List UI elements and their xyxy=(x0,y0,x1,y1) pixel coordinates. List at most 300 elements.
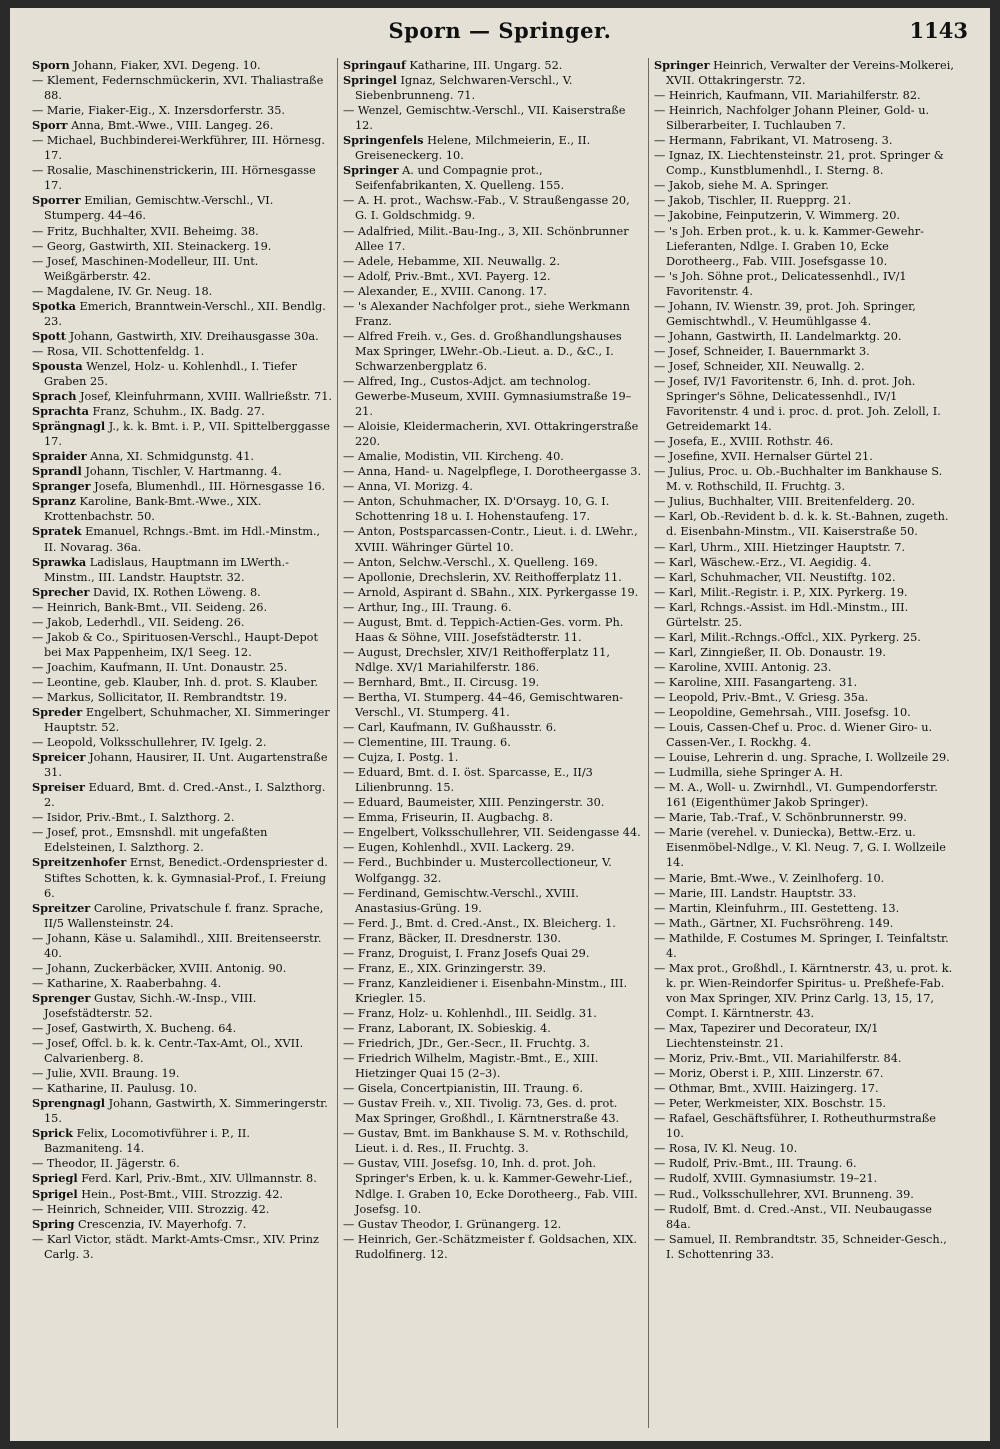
entry-surname: Sprigel xyxy=(32,1186,78,1201)
entry-text: Ferd. Karl, Priv.-Bmt., XIV. Ullmannstr. 8. xyxy=(77,1172,317,1186)
entry-surname: Sprengnagl xyxy=(32,1096,106,1111)
directory-entry xyxy=(32,224,332,239)
directory-entry xyxy=(343,840,643,855)
entry-text: Ernst, Benedict.-Ordenspriester d. Stiftes Schotten, k. k. Gymnasial-Prof., I. Freiung 6. xyxy=(44,856,328,900)
page-header xyxy=(10,18,990,52)
entry-text: — Leopoldine, Gemehrsah., VIII. Josefsg. 10. xyxy=(654,706,911,720)
directory-entry xyxy=(343,419,643,449)
directory-entry xyxy=(654,449,954,464)
entry-text: — Gustav, VIII. Josefsg. 10, Inh. d. prot. Joh. Springer's Erben, k. u. k. Kammer-Gewehr-Lief., Ndlge. I. Graben 10, Ecke Dorotheerg., Fab. VIII. Josefsg. 10. xyxy=(343,1157,638,1216)
entry-text: — Ferd., Buchbinder u. Mustercollectioneur, V. Wolfgangg. 32. xyxy=(343,856,612,885)
directory-entry xyxy=(654,645,954,660)
directory-entry xyxy=(343,1156,643,1216)
directory-entry xyxy=(343,570,643,585)
entry-text: Crescenzia, IV. Mayerhofg. 7. xyxy=(74,1217,247,1231)
directory-entry xyxy=(343,1036,643,1051)
directory-entry xyxy=(32,660,332,675)
entry-text: — Karl, Wäschew.-Erz., VI. Aegidig. 4. xyxy=(654,555,872,569)
entry-text: — Ferd. J., Bmt. d. Cred.-Anst., IX. Bleicherg. 1. xyxy=(343,916,616,930)
directory-entry xyxy=(32,58,332,73)
directory-entry xyxy=(654,901,954,916)
entry-text: — Franz, Bäcker, II. Dresdnerstr. 130. xyxy=(343,931,561,945)
directory-entry xyxy=(343,1232,643,1262)
directory-entry xyxy=(654,193,954,208)
entry-text: Wenzel, Holz- u. Kohlenhdl., I. Tiefer Graben 25. xyxy=(44,359,297,388)
directory-entry xyxy=(654,780,954,810)
directory-entry xyxy=(343,810,643,825)
directory-entry xyxy=(32,479,332,494)
directory-entry xyxy=(343,73,643,103)
entry-text: — Josefine, XVII. Hernalser Gürtel 21. xyxy=(654,450,873,464)
directory-entry xyxy=(32,976,332,991)
directory-entry xyxy=(32,810,332,825)
entry-text: — Wenzel, Gemischtw.-Verschl., VII. Kaiserstraße 12. xyxy=(343,104,626,133)
directory-entry xyxy=(654,133,954,148)
entry-surname: Sporrer xyxy=(32,193,81,208)
directory-entry xyxy=(654,931,954,961)
directory-entry xyxy=(343,103,643,133)
directory-entry xyxy=(32,329,332,344)
entry-text: Ignaz, Selchwaren-Verschl., V. Siebenbrunneng. 71. xyxy=(355,74,573,103)
directory-entry xyxy=(32,193,332,223)
entry-text: — August, Bmt. d. Teppich-Actien-Ges. vorm. Ph. Haas & Söhne, VIII. Josefstädterstr. 11. xyxy=(343,615,624,644)
entry-text: — Johann, IV. Wienstr. 39, prot. Joh. Springer, Gemischtwhdl., V. Heumühlgasse 4. xyxy=(654,299,916,328)
directory-entry xyxy=(343,374,643,419)
entry-text: — Karoline, XIII. Fasangarteng. 31. xyxy=(654,675,858,689)
entry-text: — 's Joh. Söhne prot., Delicatessenhdl., IV/1 Favoritenstr. 4. xyxy=(654,269,907,298)
directory-entry xyxy=(654,88,954,103)
entry-text: — Anton, Selchw.-Verschl., X. Quelleng. 169. xyxy=(343,555,598,569)
directory-entry xyxy=(32,1202,332,1217)
directory-entry xyxy=(654,961,954,1021)
entry-text: — Jakob, Tischler, II. Ruepprg. 21. xyxy=(654,194,852,208)
column-2 xyxy=(343,58,643,1428)
directory-entry xyxy=(654,329,954,344)
directory-entry xyxy=(343,1081,643,1096)
entry-text: — Heinrich, Nachfolger Johann Pleiner, Gold- u. Silberarbeiter, I. Tuchlauben 7. xyxy=(654,104,930,133)
directory-entry xyxy=(343,615,643,645)
entry-text: — Math., Gärtner, XI. Fuchsröhreng. 149. xyxy=(654,916,894,930)
entry-text: — Alexander, E., XVIII. Canong. 17. xyxy=(343,284,547,298)
entry-text: — Rafael, Geschäftsführer, I. Rotheuthurmstraße 10. xyxy=(654,1112,936,1141)
entry-text: — Karl, Uhrm., XIII. Hietzinger Hauptstr. 7. xyxy=(654,540,906,554)
entry-text: — Joachim, Kaufmann, II. Unt. Donaustr. 25. xyxy=(32,660,288,674)
directory-entry xyxy=(654,1051,954,1066)
directory-entry xyxy=(343,735,643,750)
entry-text: — Josef, Schneider, XII. Neuwallg. 2. xyxy=(654,359,865,373)
entry-text: — Marie, Tab.-Traf., V. Schönbrunnerstr. 99. xyxy=(654,811,907,825)
directory-entry xyxy=(343,600,643,615)
entry-text: Anna, Bmt.-Wwe., VIII. Langeg. 26. xyxy=(67,119,274,133)
directory-entry xyxy=(654,690,954,705)
entry-text: — Anna, VI. Morizg. 4. xyxy=(343,480,473,494)
directory-entry xyxy=(654,810,954,825)
entry-text: — M. A., Woll- u. Zwirnhdl., VI. Gumpendorferstr. 161 (Eigenthümer Jakob Springer). xyxy=(654,781,938,810)
entry-text: — Marie, III. Landstr. Hauptstr. 33. xyxy=(654,886,857,900)
entry-text: Ladislaus, Hauptmann im LWerth.-Minstm., III. Landstr. Hauptstr. 32. xyxy=(44,555,289,584)
entry-surname: Spotka xyxy=(32,298,76,313)
entry-text: — Ignaz, IX. Liechtensteinstr. 21, prot. Springer & Comp., Kunstblumenhdl., I. Sterng. 8. xyxy=(654,149,944,178)
directory-entry xyxy=(654,1081,954,1096)
entry-text: — Amalie, Modistin, VII. Kircheng. 40. xyxy=(343,450,564,464)
directory-entry xyxy=(32,630,332,660)
entry-text: — Rudolf, Priv.-Bmt., III. Traung. 6. xyxy=(654,1157,857,1171)
directory-entry xyxy=(654,434,954,449)
entry-text: Johann, Gastwirth, X. Simmeringerstr. 15. xyxy=(44,1097,328,1126)
entry-surname: Sprick xyxy=(32,1126,74,1141)
directory-entry xyxy=(343,133,643,163)
directory-entry xyxy=(32,750,332,780)
entry-text: — Alfred, Ing., Custos-Adjct. am technolog. Gewerbe-Museum, XVIII. Gymnasiumstraße 19–21. xyxy=(343,374,632,419)
directory-entry xyxy=(343,886,643,916)
directory-entry xyxy=(343,961,643,976)
directory-entry xyxy=(32,118,332,133)
directory-entry xyxy=(343,1021,643,1036)
entry-text: — Katharine, X. Raaberbahng. 4. xyxy=(32,976,222,990)
directory-entry xyxy=(343,254,643,269)
entry-surname: Springer xyxy=(654,58,710,72)
entry-text: — Gustav Theodor, I. Grünangerg. 12. xyxy=(343,1217,562,1231)
directory-entry xyxy=(343,825,643,840)
directory-entry xyxy=(343,449,643,464)
entry-text: Emanuel, Rchngs.-Bmt. im Hdl.-Minstm., II. Novarag. 36a. xyxy=(44,525,321,554)
entry-text: — Moriz, Priv.-Bmt., VII. Mariahilferstr. 84. xyxy=(654,1052,902,1066)
directory-entry xyxy=(654,540,954,555)
entry-text: — Fritz, Buchhalter, XVII. Beheimg. 38. xyxy=(32,224,259,238)
entry-text: Johann, Hausirer, II. Unt. Augartenstraße 31. xyxy=(44,751,328,780)
entry-text: — Mathilde, F. Costumes M. Springer, I. Teinfaltstr. 4. xyxy=(654,931,949,960)
entry-text: — Cujza, I. Postg. 1. xyxy=(343,751,459,765)
directory-entry xyxy=(32,735,332,750)
entry-text: — Jakob, siehe M. A. Springer. xyxy=(654,179,829,193)
directory-entry xyxy=(32,615,332,630)
entry-text: — Johann, Gastwirth, II. Landelmarktg. 20. xyxy=(654,329,902,343)
directory-entry xyxy=(654,1232,954,1262)
directory-entry xyxy=(343,916,643,931)
directory-entry xyxy=(32,359,332,389)
directory-entry xyxy=(654,1096,954,1111)
directory-entry xyxy=(343,1217,643,1232)
directory-entry xyxy=(32,901,332,931)
directory-entry xyxy=(32,1232,332,1262)
entry-surname: Sprawka xyxy=(32,554,87,569)
entry-text: — Josefa, E., XVIII. Rothstr. 46. xyxy=(654,435,834,449)
directory-entry xyxy=(32,464,332,479)
column-divider xyxy=(648,58,649,1428)
directory-entry xyxy=(654,1066,954,1081)
directory-entry xyxy=(343,163,643,193)
entry-text: — Eduard, Bmt. d. I. öst. Sparcasse, E., II/3 Lilienbrunng. 15. xyxy=(343,766,593,795)
entry-text: — Moriz, Oberst i. P., XIII. Linzerstr. 67. xyxy=(654,1067,884,1081)
entry-text: — Katharine, II. Paulusg. 10. xyxy=(32,1082,198,1096)
directory-entry xyxy=(32,239,332,254)
directory-entry xyxy=(654,269,954,299)
entry-text: — Johann, Käse u. Salamihdl., XIII. Breitenseerstr. 40. xyxy=(32,931,322,960)
directory-entry xyxy=(654,630,954,645)
entry-text: Johann, Fiaker, XVI. Degeng. 10. xyxy=(69,59,261,72)
entry-text: — Karl Victor, städt. Markt-Amts-Cmsr., XIV. Prinz Carlg. 3. xyxy=(32,1232,319,1261)
entry-text: — Adolf, Priv.-Bmt., XVI. Payerg. 12. xyxy=(343,269,551,283)
entry-text: — Max prot., Großhdl., I. Kärntnerstr. 43, u. prot. k. k. pr. Wien-Reindorfer Spiritus- u. Preßhefe-Fab. von Max Springer, XIV. Prinz Carlg. 13, 15, 17, Compt. I. Kärntnerstr. 43. xyxy=(654,961,953,1020)
directory-entry xyxy=(32,585,332,600)
directory-entry xyxy=(654,359,954,374)
directory-entry xyxy=(343,585,643,600)
directory-entry xyxy=(32,494,332,524)
entry-text: — Alfred Freih. v., Ges. d. Großhandlungshauses Max Springer, LWehr.-Ob.-Lieut. a. D., &C., I. Schwarzenbergplatz 6. xyxy=(343,329,622,373)
entry-surname: Spott xyxy=(32,328,67,343)
entry-text: — Jakob, Lederhdl., VII. Seideng. 26. xyxy=(32,615,245,629)
entry-text: Caroline, Privatschule f. franz. Sprache, II/5 Wallensteinstr. 24. xyxy=(44,901,324,930)
directory-entry xyxy=(32,1171,332,1186)
directory-entry xyxy=(32,600,332,615)
directory-entry xyxy=(32,73,332,103)
entry-text: — Rud., Volksschullehrer, XVI. Brunneng. 39. xyxy=(654,1187,914,1201)
directory-entry xyxy=(343,946,643,961)
entry-text: — Markus, Sollicitator, II. Rembrandtstr. 19. xyxy=(32,690,288,704)
entry-text: — Eduard, Baumeister, XIII. Penzingerstr. 30. xyxy=(343,796,605,810)
directory-entry xyxy=(343,1051,643,1081)
directory-entry xyxy=(32,825,332,855)
directory-entry xyxy=(32,1217,332,1232)
directory-entry xyxy=(32,389,332,404)
entry-text: — Max, Tapezirer und Decorateur, IX/1 Liechtensteinstr. 21. xyxy=(654,1022,879,1051)
entry-text: — Aloisie, Kleidermacherin, XVI. Ottakringerstraße 220. xyxy=(343,420,639,449)
entry-surname: Springenfels xyxy=(343,133,424,148)
directory-entry xyxy=(32,254,332,284)
entry-text: — Rosa, IV. Kl. Neug. 10. xyxy=(654,1142,798,1156)
entry-text: — Adalfried, Milit.-Bau-Ing., 3, XII. Schönbrunner Allee 17. xyxy=(343,224,629,253)
entry-text: — Apollonie, Drechslerin, XV. Reithofferplatz 11. xyxy=(343,570,622,584)
entry-text: — Klement, Federnschmückerin, XVI. Thaliastraße 88. xyxy=(32,74,324,103)
entry-text: — Josef, Gastwirth, X. Bucheng. 64. xyxy=(32,1022,237,1035)
entry-surname: Spraider xyxy=(32,449,87,464)
directory-entry xyxy=(654,1171,954,1186)
entry-text: — Heinrich, Ger.-Schätzmeister f. Goldsachen, XIX. Rudolfinerg. 12. xyxy=(343,1232,638,1261)
entry-text: Heinrich, Verwalter der Vereins-Molkerei, XVII. Ottakringerstr. 72. xyxy=(666,59,954,88)
entry-text: David, IX. Rothen Löweng. 8. xyxy=(89,585,261,599)
directory-entry xyxy=(343,855,643,885)
directory-entry xyxy=(343,494,643,524)
entry-text: — Engelbert, Volksschullehrer, VII. Seidengasse 44. xyxy=(343,826,641,840)
directory-entry xyxy=(343,224,643,254)
entry-text: — Josef, Offcl. b. k. k. Centr.-Tax-Amt, Ol., XVII. Calvarienberg. 8. xyxy=(32,1037,304,1066)
directory-entry xyxy=(32,1066,332,1081)
directory-entry xyxy=(32,103,332,118)
entry-text: — Josef, Schneider, I. Bauernmarkt 3. xyxy=(654,344,870,358)
directory-page xyxy=(10,8,990,1441)
entry-text: — Karoline, XVIII. Antonig. 23. xyxy=(654,660,832,674)
directory-entry xyxy=(343,269,643,284)
entry-text: — Karl, Rchngs.-Assist. im Hdl.-Minstm., III. Gürtelstr. 25. xyxy=(654,600,909,629)
entry-text: — Emma, Friseurin, II. Augbachg. 8. xyxy=(343,811,554,825)
directory-entry xyxy=(32,780,332,810)
directory-entry xyxy=(32,690,332,705)
entry-text: — Julius, Buchhalter, VIII. Breitenfelderg. 20. xyxy=(654,495,915,509)
entry-text: Katharine, III. Ungarg. 52. xyxy=(405,59,563,72)
directory-entry xyxy=(654,675,954,690)
directory-entry xyxy=(654,825,954,870)
entry-text: — Leopold, Priv.-Bmt., V. Griesg. 35a. xyxy=(654,690,869,704)
entry-text: — Ludmilla, siehe Springer A. H. xyxy=(654,766,843,780)
entry-text: Hein., Post-Bmt., VIII. Strozzig. 42. xyxy=(77,1187,284,1201)
entry-surname: Sprecher xyxy=(32,584,90,599)
directory-entry xyxy=(343,524,643,554)
directory-entry xyxy=(343,1006,643,1021)
entry-text: — Friedrich, JDr., Ger.-Secr., II. Fruchtg. 3. xyxy=(343,1037,590,1051)
directory-entry xyxy=(654,1202,954,1232)
entry-text: — 's Joh. Erben prot., k. u. k. Kammer-Gewehr-Lieferanten, Ndlge. I. Graben 10, Ecke Dorotheerg., Fab. VIII. Josefsgasse 10. xyxy=(654,224,924,268)
entry-text: — Anton, Postsparcassen-Contr., Lieut. i. d. LWehr., XVIII. Währinger Gürtel 10. xyxy=(343,525,638,554)
directory-entry xyxy=(343,329,643,374)
entry-text: — A. H. prot., Wachsw.-Fab., V. Straußengasse 20, G. I. Goldschmidg. 9. xyxy=(343,194,630,223)
entry-text: — Isidor, Priv.-Bmt., I. Salzthorg. 2. xyxy=(32,811,235,825)
entry-text: — Anton, Schuhmacher, IX. D'Orsayg. 10, G. I. Schottenring 18 u. I. Hohenstaufeng. 17. xyxy=(343,495,610,524)
directory-entry xyxy=(32,1021,332,1036)
entry-text: — Josef, Maschinen-Modelleur, III. Unt. Weißgärberstr. 42. xyxy=(32,254,259,283)
entry-text: — Peter, Werkmeister, XIX. Boschstr. 15. xyxy=(654,1097,887,1111)
entry-text: — Gisela, Concertpianistin, III. Traung. 6. xyxy=(343,1082,584,1096)
entry-surname: Sprachta xyxy=(32,404,89,419)
entry-text: Franz, Schuhm., IX. Badg. 27. xyxy=(88,405,265,419)
directory-entry xyxy=(32,855,332,900)
entry-surname: Sprach xyxy=(32,389,77,404)
entry-text: — Rudolf, Bmt. d. Cred.-Anst., VII. Neubaugasse 84a. xyxy=(654,1202,932,1231)
entry-text: — Martin, Kleinfuhrm., III. Gestetteng. 13. xyxy=(654,901,900,915)
entry-text: — Bertha, VI. Stumperg. 44–46, Gemischtwaren-Verschl., VI. Stumperg. 41. xyxy=(343,690,623,720)
entry-text: — Othmar, Bmt., XVIII. Haizingerg. 17. xyxy=(654,1082,879,1096)
directory-entry xyxy=(654,705,954,720)
directory-entry xyxy=(654,494,954,509)
entry-text: — Adele, Hebamme, XII. Neuwallg. 2. xyxy=(343,254,561,268)
entry-text: Helene, Milchmeierin, E., II. Greiseneckerg. 10. xyxy=(355,134,591,163)
directory-entry xyxy=(32,991,332,1021)
directory-entry xyxy=(654,344,954,359)
entry-surname: Spranger xyxy=(32,479,91,494)
entry-text: — Samuel, II. Rembrandtstr. 35, Schneider-Gesch., I. Schottenring 33. xyxy=(654,1232,947,1261)
entry-text: Johann, Tischler, V. Hartmanng. 4. xyxy=(81,465,282,479)
directory-entry xyxy=(343,795,643,810)
directory-entry xyxy=(32,284,332,299)
directory-entry xyxy=(654,765,954,780)
entry-text: — August, Drechsler, XIV/1 Reithofferplatz 11, Ndlge. XV/1 Mariahilferstr. 186. xyxy=(343,645,610,674)
entry-text: — Friedrich Wilhelm, Magistr.-Bmt., E., XIII. Hietzinger Quai 15 (2–3). xyxy=(343,1052,599,1081)
entry-text: A. und Compagnie prot., Seifenfabrikanten, X. Quelleng. 155. xyxy=(355,164,565,193)
entry-text: — Karl, Milit.-Rchngs.-Offcl., XIX. Pyrkerg. 25. xyxy=(654,630,921,644)
directory-entry xyxy=(654,224,954,269)
entry-text: Josef, Kleinfuhrmann, XVIII. Wallrießstr. 71. xyxy=(76,390,332,404)
entry-surname: Spreiser xyxy=(32,780,85,795)
directory-entry xyxy=(654,148,954,178)
directory-entry xyxy=(654,58,954,88)
directory-entry xyxy=(343,58,643,73)
directory-entry xyxy=(32,705,332,735)
directory-entry xyxy=(32,1187,332,1202)
entry-text: — Karl, Milit.-Registr. i. P., XIX. Pyrkerg. 19. xyxy=(654,585,908,599)
entry-surname: Spreitzenhofer xyxy=(32,855,127,870)
entry-text: — Heinrich, Kaufmann, VII. Mariahilferstr. 82. xyxy=(654,89,921,103)
entry-text: — Josef, prot., Emsnshdl. mit ungefaßten Edelsteinen, I. Salzthorg. 2. xyxy=(32,826,268,855)
directory-entry xyxy=(654,916,954,931)
entry-surname: Spousta xyxy=(32,358,83,373)
directory-entry xyxy=(32,133,332,163)
column-divider xyxy=(337,58,338,1428)
directory-entry xyxy=(343,931,643,946)
directory-entry xyxy=(343,299,643,329)
entry-text: — Arthur, Ing., III. Traung. 6. xyxy=(343,600,512,614)
entry-text: Gustav, Sichh.-W.-Insp., VIII. Josefstädterstr. 52. xyxy=(44,991,257,1020)
entry-text: Johann, Gastwirth, XIV. Dreihausgasse 30a. xyxy=(66,329,319,343)
entry-text: — Marie (verehel. v. Duniecka), Bettw.-Erz. u. Eisenmöbel-Ndlge., V. Kl. Neug. 7, G. I. Wollzeile 14. xyxy=(654,826,946,870)
page-title: Sporn — Springer. xyxy=(388,18,612,43)
entry-text: — Franz, Laborant, IX. Sobieskig. 4. xyxy=(343,1022,551,1035)
entry-text: — Louise, Lehrerin d. ung. Sprache, I. Wollzeile 29. xyxy=(654,751,950,765)
directory-entry xyxy=(654,555,954,570)
entry-text: — 's Alexander Nachfolger prot., siehe Werkmann Franz. xyxy=(343,299,630,328)
directory-entry xyxy=(32,1126,332,1156)
directory-entry xyxy=(343,1126,643,1156)
entry-text: — Leontine, geb. Klauber, Inh. d. prot. S. Klauber. xyxy=(32,675,319,689)
entry-text: Emerich, Branntwein-Verschl., XII. Bendlg. 23. xyxy=(44,299,326,328)
entry-text: — Josef, IV/1 Favoritenstr. 6, Inh. d. prot. Joh. Springer's Söhne, Delicatessenhdl., IV/1 Favoritenstr. 4 und i. proc. d. prot. Joh. Zeloll, I. Getreidemarkt 14. xyxy=(654,374,941,434)
directory-entry xyxy=(343,675,643,690)
entry-text: Emilian, Gemischtw.-Verschl., VI. Stumperg. 44–46. xyxy=(44,194,274,223)
entry-text: — Franz, Holz- u. Kohlenhdl., III. Seidlg. 31. xyxy=(343,1006,597,1020)
entry-text: — Marie, Fiaker-Eig., X. Inzersdorferstr. 35. xyxy=(32,104,286,118)
entry-text: Josefa, Blumenhdl., III. Hörnesgasse 16. xyxy=(90,480,326,494)
entry-text: — Heinrich, Bank-Bmt., VII. Seideng. 26. xyxy=(32,600,268,614)
entry-text: — Franz, Kanzleidiener i. Eisenbahn-Minstm., III. Kriegler. 15. xyxy=(343,976,628,1005)
entry-surname: Springer xyxy=(343,163,399,178)
entry-text: — Franz, E., XIX. Grinzingerstr. 39. xyxy=(343,961,547,975)
directory-entry xyxy=(32,163,332,193)
entry-text: — Julie, XVII. Braung. 19. xyxy=(32,1067,180,1081)
entry-text: Eduard, Bmt. d. Cred.-Anst., I. Salzthorg. 2. xyxy=(44,781,326,810)
directory-entry xyxy=(343,976,643,1006)
entry-text: — Leopold, Volksschullehrer, IV. Igelg. 2. xyxy=(32,736,267,750)
entry-text: — Franz, Droguist, I. Franz Josefs Quai 29. xyxy=(343,946,590,960)
directory-entry xyxy=(343,645,643,675)
entry-surname: Spratek xyxy=(32,524,82,539)
entry-text: — Heinrich, Schneider, VIII. Strozzig. 42. xyxy=(32,1202,270,1216)
directory-entry xyxy=(32,1156,332,1171)
directory-entry xyxy=(654,509,954,539)
entry-surname: Spreicer xyxy=(32,750,86,765)
entry-text: — Clementine, III. Traung. 6. xyxy=(343,736,511,750)
directory-entry xyxy=(32,675,332,690)
entry-text: — Hermann, Fabrikant, VI. Matroseng. 3. xyxy=(654,134,893,148)
directory-entry xyxy=(32,1081,332,1096)
directory-entry xyxy=(32,344,332,359)
entry-text: — Magdalene, IV. Gr. Neug. 18. xyxy=(32,284,213,298)
directory-entry xyxy=(32,524,332,554)
entry-text: — Ferdinand, Gemischtw.-Verschl., XVIII. Anastasius-Grüng. 19. xyxy=(343,886,579,915)
column-3 xyxy=(654,58,954,1428)
entry-text: — Karl, Zinngießer, II. Ob. Donaustr. 19. xyxy=(654,645,886,659)
entry-text: — Rosalie, Maschinenstrickerin, III. Hörnesgasse 17. xyxy=(32,164,316,193)
directory-entry xyxy=(343,479,643,494)
directory-entry xyxy=(343,690,643,720)
entry-surname: Sprängnagl xyxy=(32,419,106,434)
directory-entry xyxy=(654,570,954,585)
entry-surname: Spring xyxy=(32,1216,75,1231)
directory-entry xyxy=(32,555,332,585)
directory-entry xyxy=(32,1036,332,1066)
entry-text: — Karl, Schuhmacher, VII. Neustiftg. 102. xyxy=(654,570,896,584)
directory-entry xyxy=(654,600,954,630)
directory-entry xyxy=(654,1141,954,1156)
entry-text: — Arnold, Aspirant d. SBahn., XIX. Pyrkergasse 19. xyxy=(343,585,639,599)
entry-text: — Bernhard, Bmt., II. Circusg. 19. xyxy=(343,675,540,689)
